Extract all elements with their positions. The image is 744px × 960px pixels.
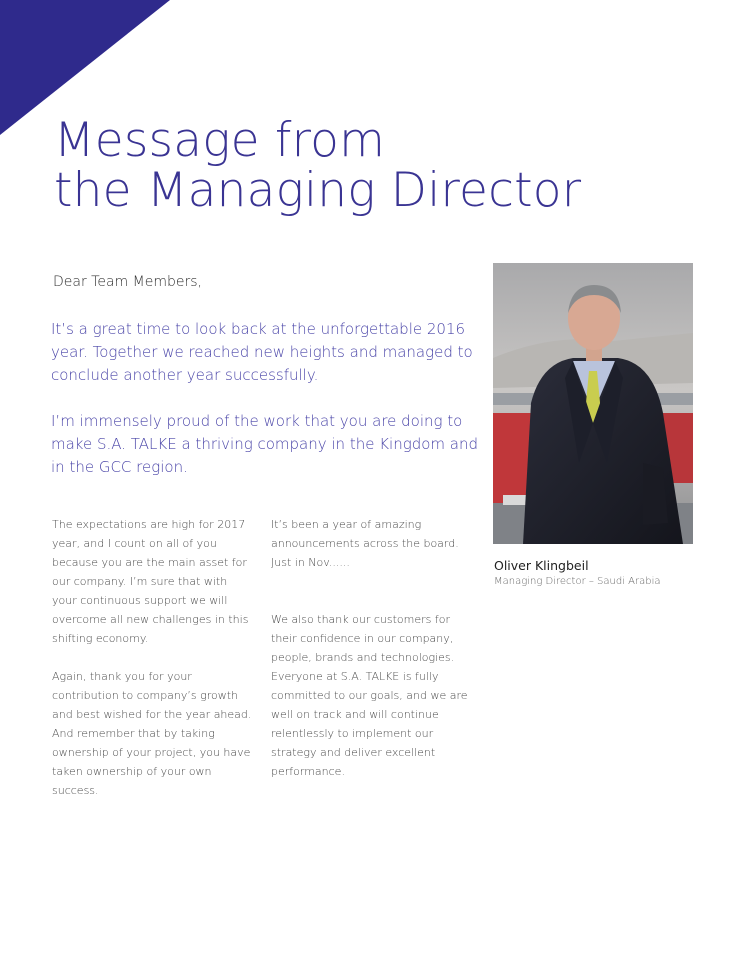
portrait-caption-name: Oliver Klingbeil (494, 558, 589, 573)
title-line-2: the Managing Director (54, 163, 582, 218)
lead-paragraph-1: It’s a great time to look back at the unforgettable 2016 year. Together we reached new heights and managed to conclude another year successfully. (51, 320, 473, 384)
managing-director-portrait (493, 263, 693, 544)
left-column-paragraph-2: Again, thank you for your contribution to company’s growth and best wished for the year ahead. And remember that by taking ownership of your project, you have taken ownership of your own success. (52, 670, 252, 797)
letter-greeting: Dear Team Members, (53, 274, 202, 290)
right-column-paragraph-2: We also thank our customers for their confidence in our company, people, brands and technologies. Everyone at S.A. TALKE is fully committed to our goals, and we are well on track and will continue relentlessly to implement our strategy and deliver excellent performance. (271, 613, 468, 778)
lead-paragraph-2: I’m immensely proud of the work that you are doing to make S.A. TALKE a thriving company in the Kingdom and in the GCC region. (51, 412, 479, 476)
page-title (54, 113, 582, 218)
left-column-paragraph-1: The expectations are high for 2017 year, and I count on all of you because you are the main asset for our company. I’m sure that with your continuous support we will overcome all new challenges in this shifting economy. (52, 518, 249, 645)
portrait-caption-role: Managing Director – Saudi Arabia (494, 576, 661, 587)
left-text-column (52, 515, 252, 800)
right-text-column (271, 515, 471, 781)
title-line-1: Message from (54, 113, 386, 168)
right-column-paragraph-1: It’s been a year of amazing announcements across the board. Just in Nov...... (271, 518, 459, 569)
